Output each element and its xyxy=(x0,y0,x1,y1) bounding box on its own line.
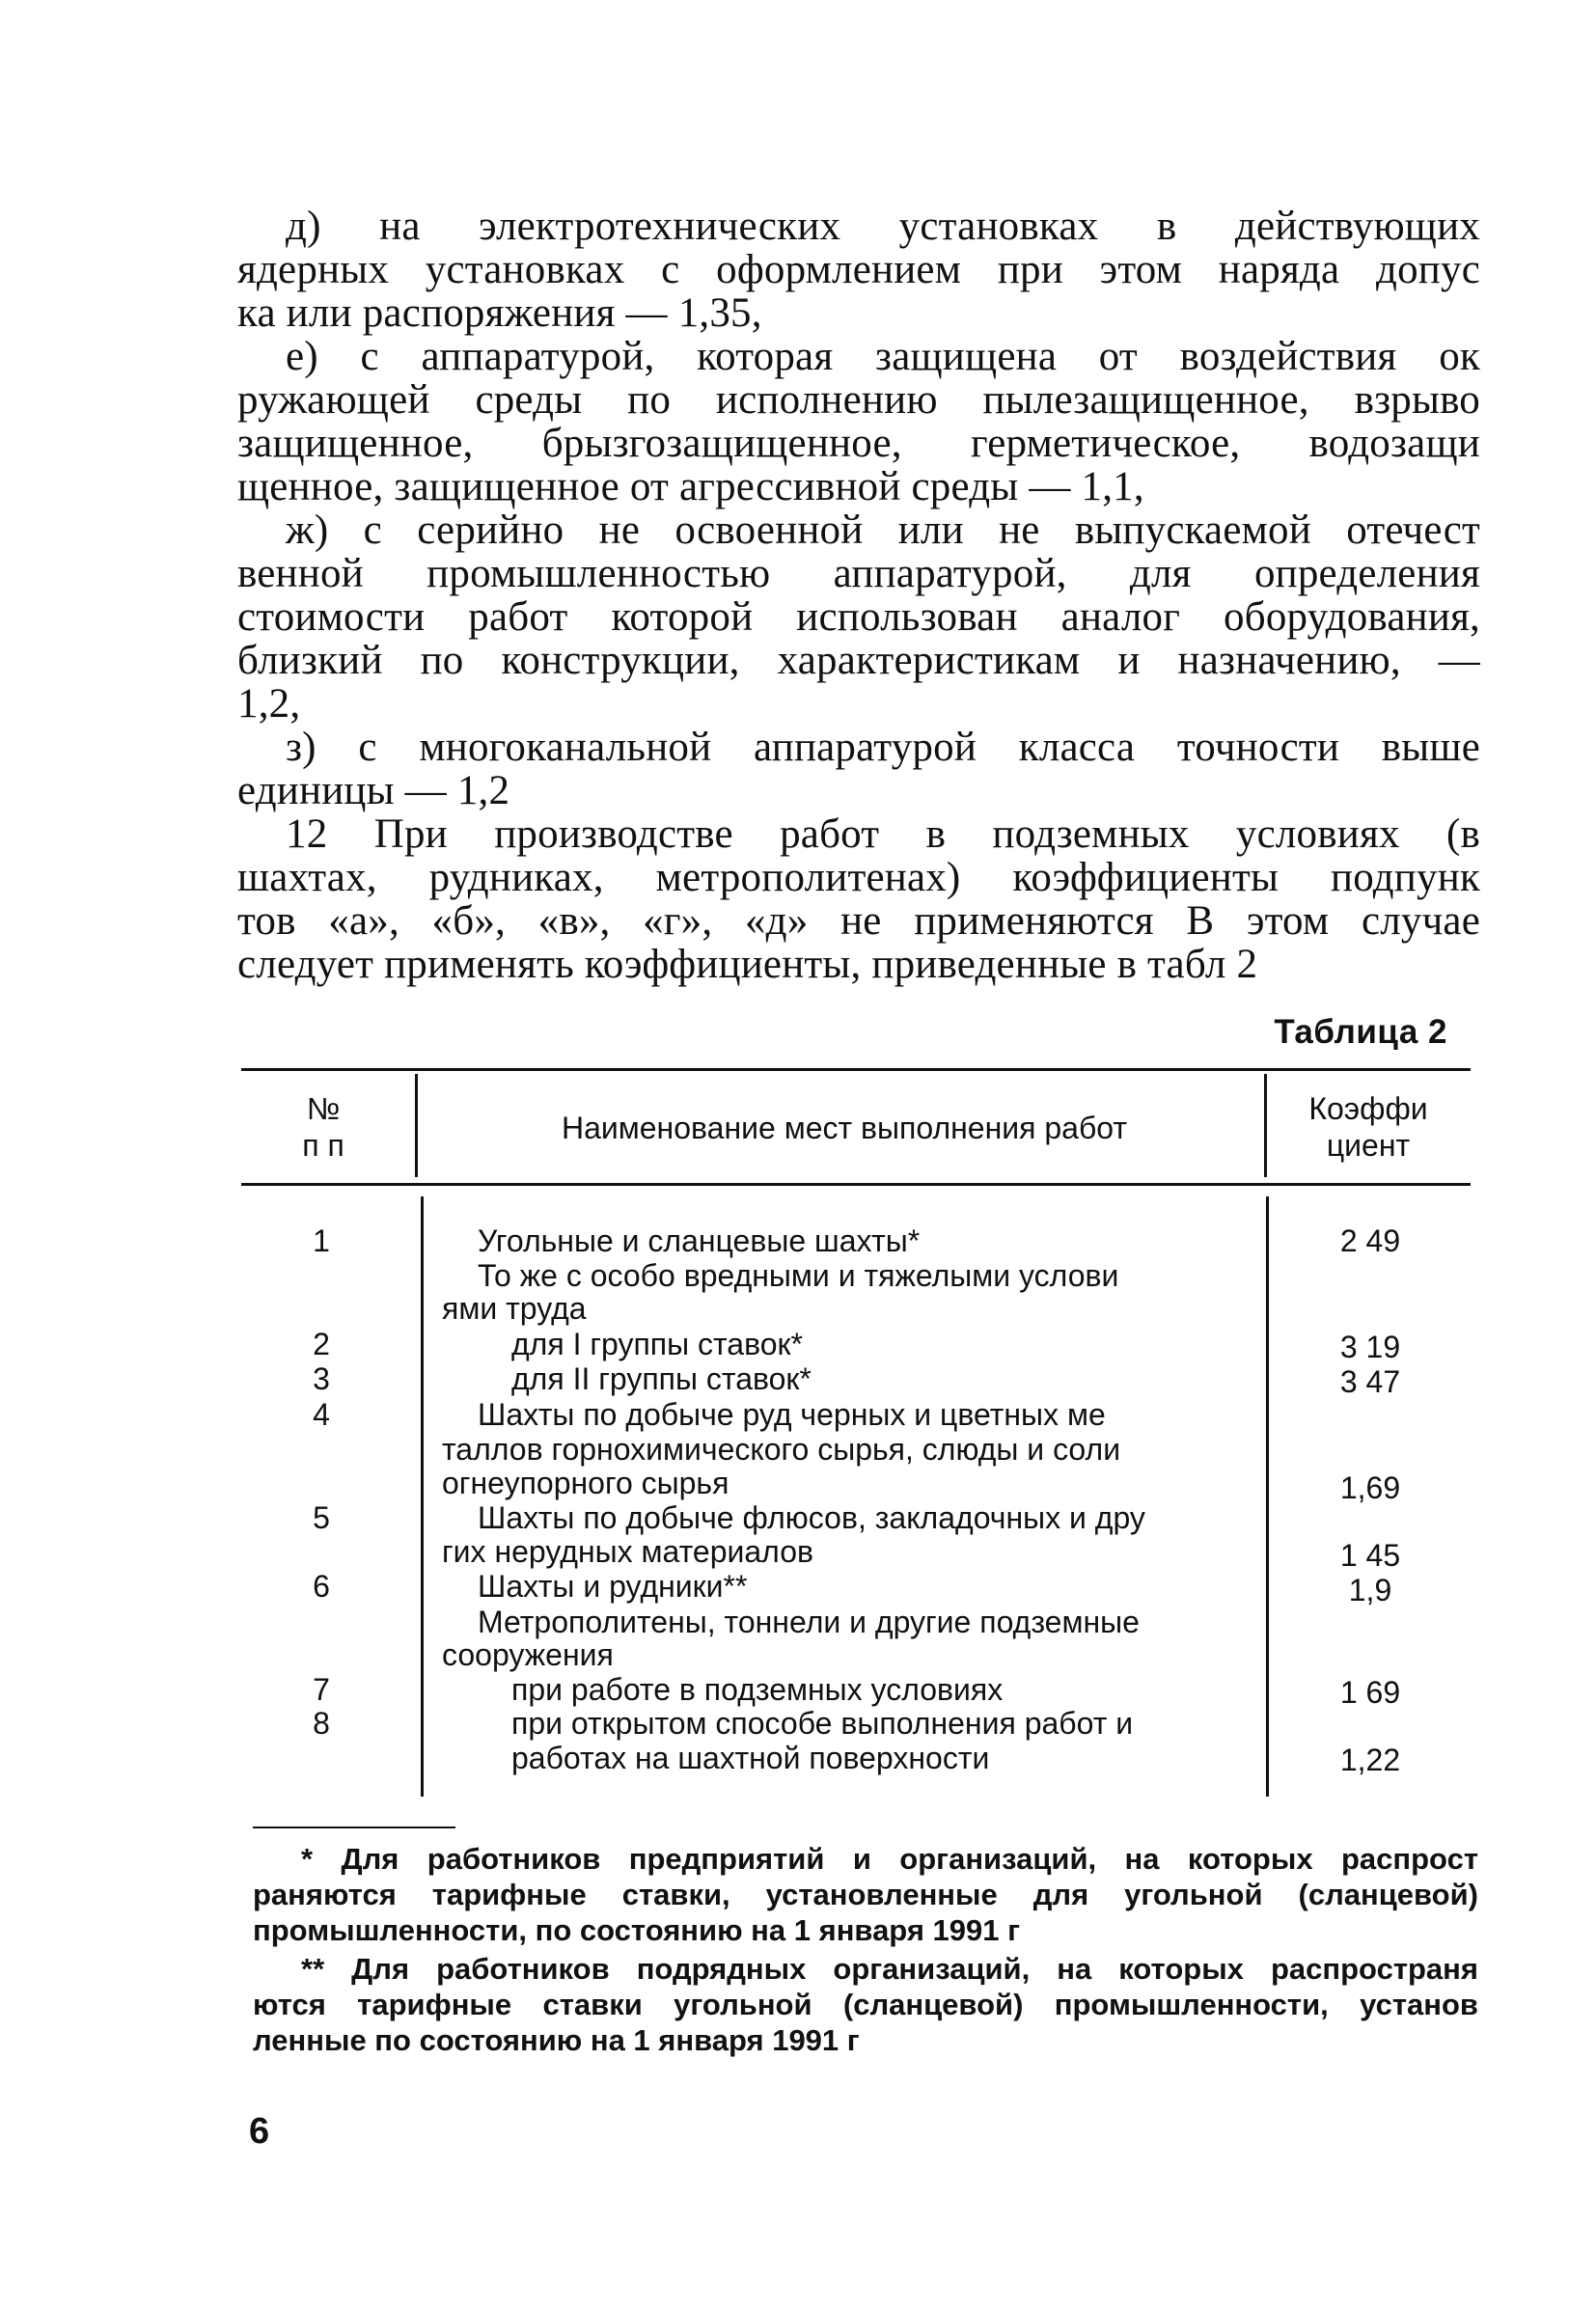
row-number: 7 xyxy=(313,1672,330,1707)
row-coefficient: 1,69 xyxy=(1339,1470,1401,1505)
row-text: Угольные и сланцевые шахты* xyxy=(478,1223,921,1258)
row-number: 5 xyxy=(313,1500,330,1535)
row-number: 8 xyxy=(313,1706,330,1741)
row-coefficient: 2 49 xyxy=(1339,1223,1401,1258)
paragraph-zh-line: венной промышленностью аппаратурой, для определения xyxy=(237,551,1480,596)
row-coefficient: 3 19 xyxy=(1339,1330,1401,1364)
row-text: Метрополитены, тоннели и другие подземные xyxy=(478,1605,1140,1639)
table-column-divider-2-body xyxy=(1266,1196,1269,1797)
table-top-rule xyxy=(241,1068,1471,1071)
footnote-line: промышленности, по состоянию на 1 января 1991 г xyxy=(253,1913,1021,1947)
header-coefficient-line1: Коэффи xyxy=(1308,1091,1428,1126)
header-work-location: Наименование мест выполнения работ xyxy=(561,1111,1128,1145)
row-text: при открытом способе выполнения работ и xyxy=(511,1706,1134,1741)
paragraph-z-line: единицы — 1,2 xyxy=(237,768,510,813)
row-text: гих нерудных материалов xyxy=(442,1534,813,1569)
row-coefficient: 3 47 xyxy=(1339,1364,1401,1399)
body-text xyxy=(237,205,1480,986)
row-text: для I группы ставок* xyxy=(511,1327,803,1361)
paragraph-zh-line: 1,2, xyxy=(237,681,301,727)
row-text: Шахты по добыче руд черных и цветных ме xyxy=(478,1397,1106,1432)
row-text: сооружения xyxy=(442,1637,614,1672)
table-header-rule xyxy=(241,1183,1471,1186)
footnote-1 xyxy=(253,1841,1478,1948)
paragraph-e-line: ружающей среды по исполнению пылезащищенное, взрыво xyxy=(237,377,1480,423)
paragraph-zh-line: близкий по конструкции, характеристикам и назначению, — xyxy=(237,638,1480,683)
row-number: 6 xyxy=(313,1569,330,1604)
paragraph-z-line: з) с многоканальной аппаратурой класса точности выше xyxy=(286,725,1480,770)
row-coefficient: 1 45 xyxy=(1339,1538,1401,1573)
row-number: 1 xyxy=(313,1223,330,1258)
footnote-separator xyxy=(253,1826,455,1828)
header-number xyxy=(275,1090,371,1164)
row-coefficient: 1,9 xyxy=(1348,1573,1392,1607)
footnote-line: ** Для работников подрядных организаций, на которых распространя xyxy=(301,1952,1478,1986)
row-text: для II группы ставок* xyxy=(511,1361,812,1396)
header-coefficient xyxy=(1272,1090,1465,1164)
row-number: 2 xyxy=(313,1327,330,1361)
row-number: 3 xyxy=(313,1361,330,1396)
row-text: таллов горнохимического сырья, слюды и соли xyxy=(442,1432,1121,1467)
paragraph-e-line: щенное, защищенное от агрессивной среды — 1,1, xyxy=(237,464,1144,509)
table-column-divider-1 xyxy=(415,1074,418,1177)
paragraph-d-line: ка или распоряжения — 1,35, xyxy=(237,290,762,336)
paragraph-12-line: тов «а», «б», «в», «г», «д» не применяются В этом случае xyxy=(237,898,1480,944)
table-caption: Таблица 2 xyxy=(1274,1013,1447,1051)
row-text: ями труда xyxy=(442,1291,587,1326)
page-number: 6 xyxy=(249,2111,270,2152)
row-number: 4 xyxy=(313,1397,330,1432)
footnote-2 xyxy=(253,1951,1478,2058)
paragraph-zh-line: ж) с серийно не освоенной или не выпускаемой отечест xyxy=(286,508,1480,553)
paragraph-d-line: ядерных установках с оформлением при этом наряда допус xyxy=(237,247,1480,292)
row-text: То же с особо вредными и тяжелыми услови xyxy=(478,1258,1119,1293)
row-text: работах на шахтной поверхности xyxy=(511,1741,990,1775)
row-text: при работе в подземных условиях xyxy=(511,1672,1004,1707)
header-coefficient-line2: циент xyxy=(1326,1128,1411,1163)
table-column-divider-1-body xyxy=(421,1196,424,1797)
row-text: Шахты по добыче флюсов, закладочных и дру xyxy=(478,1500,1145,1535)
paragraph-12-line: следует применять коэффициенты, приведенные в табл 2 xyxy=(237,942,1258,987)
footnote-line: ются тарифные ставки угольной (сланцевой) промышленности, установ xyxy=(253,1988,1478,2021)
paragraph-12-line: шахтах, рудниках, метрополитенах) коэффициенты подпунк xyxy=(237,855,1480,900)
paragraph-d-line: д) на электротехнических установках в действующих xyxy=(286,204,1480,249)
header-number-symbol: № xyxy=(306,1091,341,1126)
paragraph-e-line: защищенное, брызгозащищенное, герметическое, водозащи xyxy=(237,421,1480,466)
paragraph-12-line: 12 При производстве работ в подземных условиях (в xyxy=(286,811,1480,857)
footnote-line: ленные по состоянию на 1 января 1991 г xyxy=(253,2023,860,2057)
header-number-abbrev: п п xyxy=(302,1128,344,1163)
row-coefficient: 1 69 xyxy=(1339,1675,1401,1710)
footnote-line: * Для работников предприятий и организаций, на которых распрост xyxy=(301,1842,1478,1876)
row-text: Шахты и рудники** xyxy=(478,1569,748,1604)
row-text: огнеупорного сырья xyxy=(442,1466,729,1500)
table-column-divider-2 xyxy=(1264,1074,1267,1177)
footnote-line: раняются тарифные ставки, установленные для угольной (сланцевой) xyxy=(253,1878,1478,1911)
paragraph-e-line: е) с аппаратурой, которая защищена от воздействия ок xyxy=(286,334,1480,379)
paragraph-zh-line: стоимости работ которой использован аналог оборудования, xyxy=(237,594,1480,640)
row-coefficient: 1,22 xyxy=(1339,1743,1401,1777)
